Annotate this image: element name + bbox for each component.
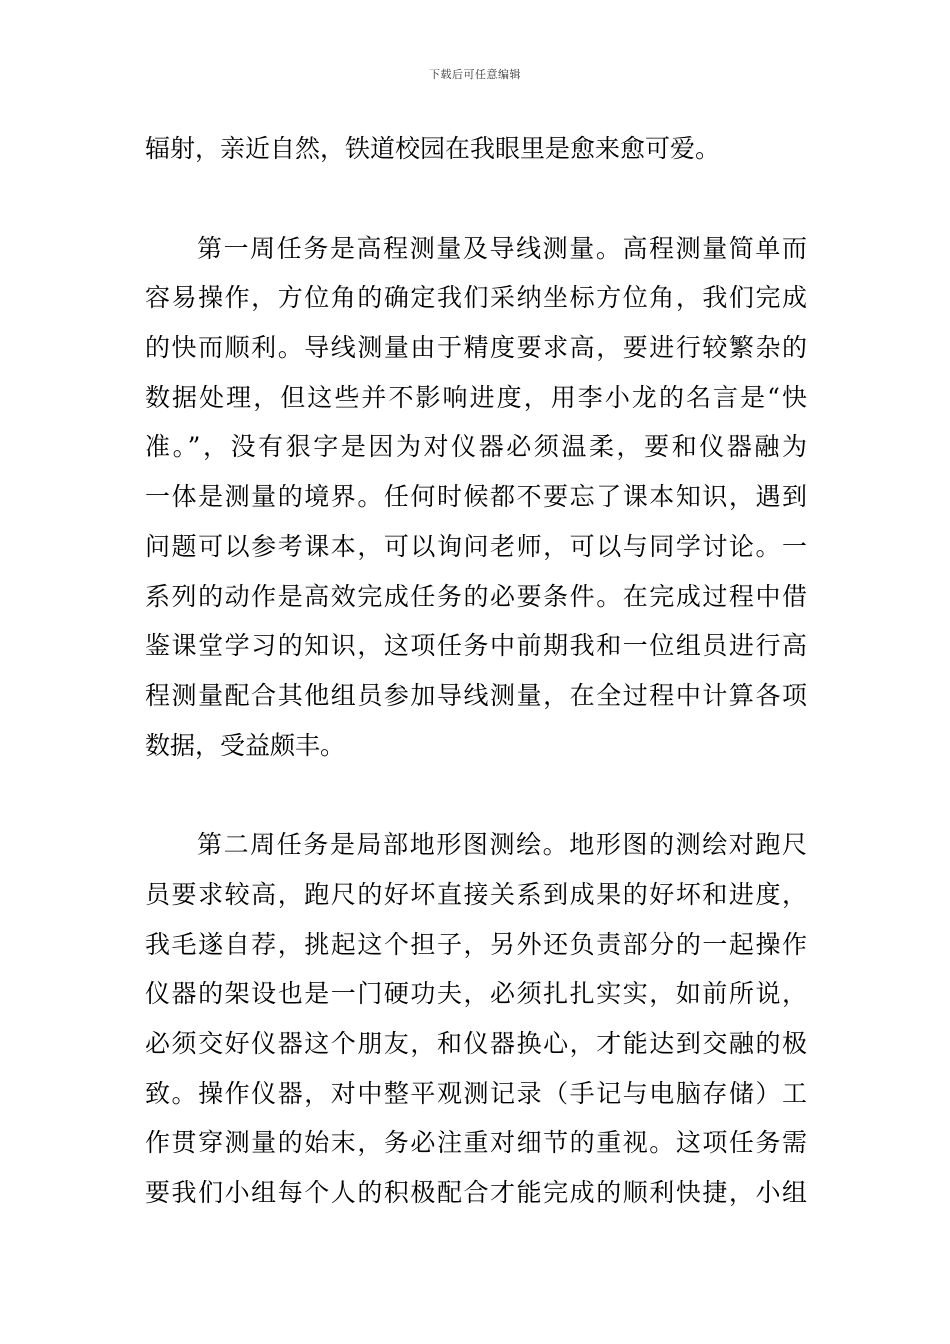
text-line: 数据处理，但这些并不影响进度，用李小龙的名言是“快 [145, 382, 807, 412]
text-line: 致。操作仪器，对中整平观测记录（手记与电脑存储）工 [145, 1078, 807, 1108]
text-line: 问题可以参考课本，可以询问老师，可以与同学讨论。一 [145, 531, 807, 561]
text-line: 必须交好仪器这个朋友，和仪器换心，才能达到交融的极 [145, 1029, 807, 1058]
text-line: 第一周任务是高程测量及导线测量。高程测量简单而 [197, 233, 807, 263]
paragraph [145, 224, 807, 771]
text-line: 仪器的架设也是一门硬功夫，必须扎扎实实，如前所说， [145, 979, 807, 1009]
paragraph-gap [145, 770, 807, 820]
text-line: 鉴课堂学习的知识，这项任务中前期我和一位组员进行高 [145, 631, 807, 661]
text-line: 准。”，没有狠字是因为对仪器必须温柔，要和仪器融为 [145, 432, 807, 462]
text-line: 容易操作，方位角的确定我们采纳坐标方位角，我们完成 [145, 283, 807, 313]
page-header: 下载后可任意编辑 [429, 68, 521, 81]
document-body [145, 124, 807, 1218]
text-line: 要我们小组每个人的积极配合才能完成的顺利快捷，小组 [145, 1178, 807, 1208]
text-line: 一体是测量的境界。任何时候都不要忘了课本知识，遇到 [145, 482, 807, 512]
text-line: 第二周任务是局部地形图测绘。地形图的测绘对跑尺 [197, 830, 807, 860]
text-line: 系列的动作是高效完成任务的必要条件。在完成过程中借 [145, 581, 807, 611]
paragraph [145, 820, 807, 1218]
text-line: 数据，受益颇丰。 [145, 730, 346, 760]
text-line: 辐射，亲近自然，铁道校园在我眼里是愈来愈可爱。 [145, 134, 721, 163]
text-line: 作贯穿测量的始末，务必注重对细节的重视。这项任务需 [145, 1128, 807, 1158]
text-line: 程测量配合其他组员参加导线测量，在全过程中计算各项 [145, 680, 807, 710]
text-line: 我毛遂自荐，挑起这个担子，另外还负责部分的一起操作 [145, 929, 807, 959]
paragraph [145, 124, 807, 174]
text-line: 员要求较高，跑尺的好坏直接关系到成果的好坏和进度， [145, 879, 807, 909]
paragraph-gap [145, 174, 807, 224]
text-line: 的快而顺利。导线测量由于精度要求高，要进行较繁杂的 [145, 333, 807, 363]
